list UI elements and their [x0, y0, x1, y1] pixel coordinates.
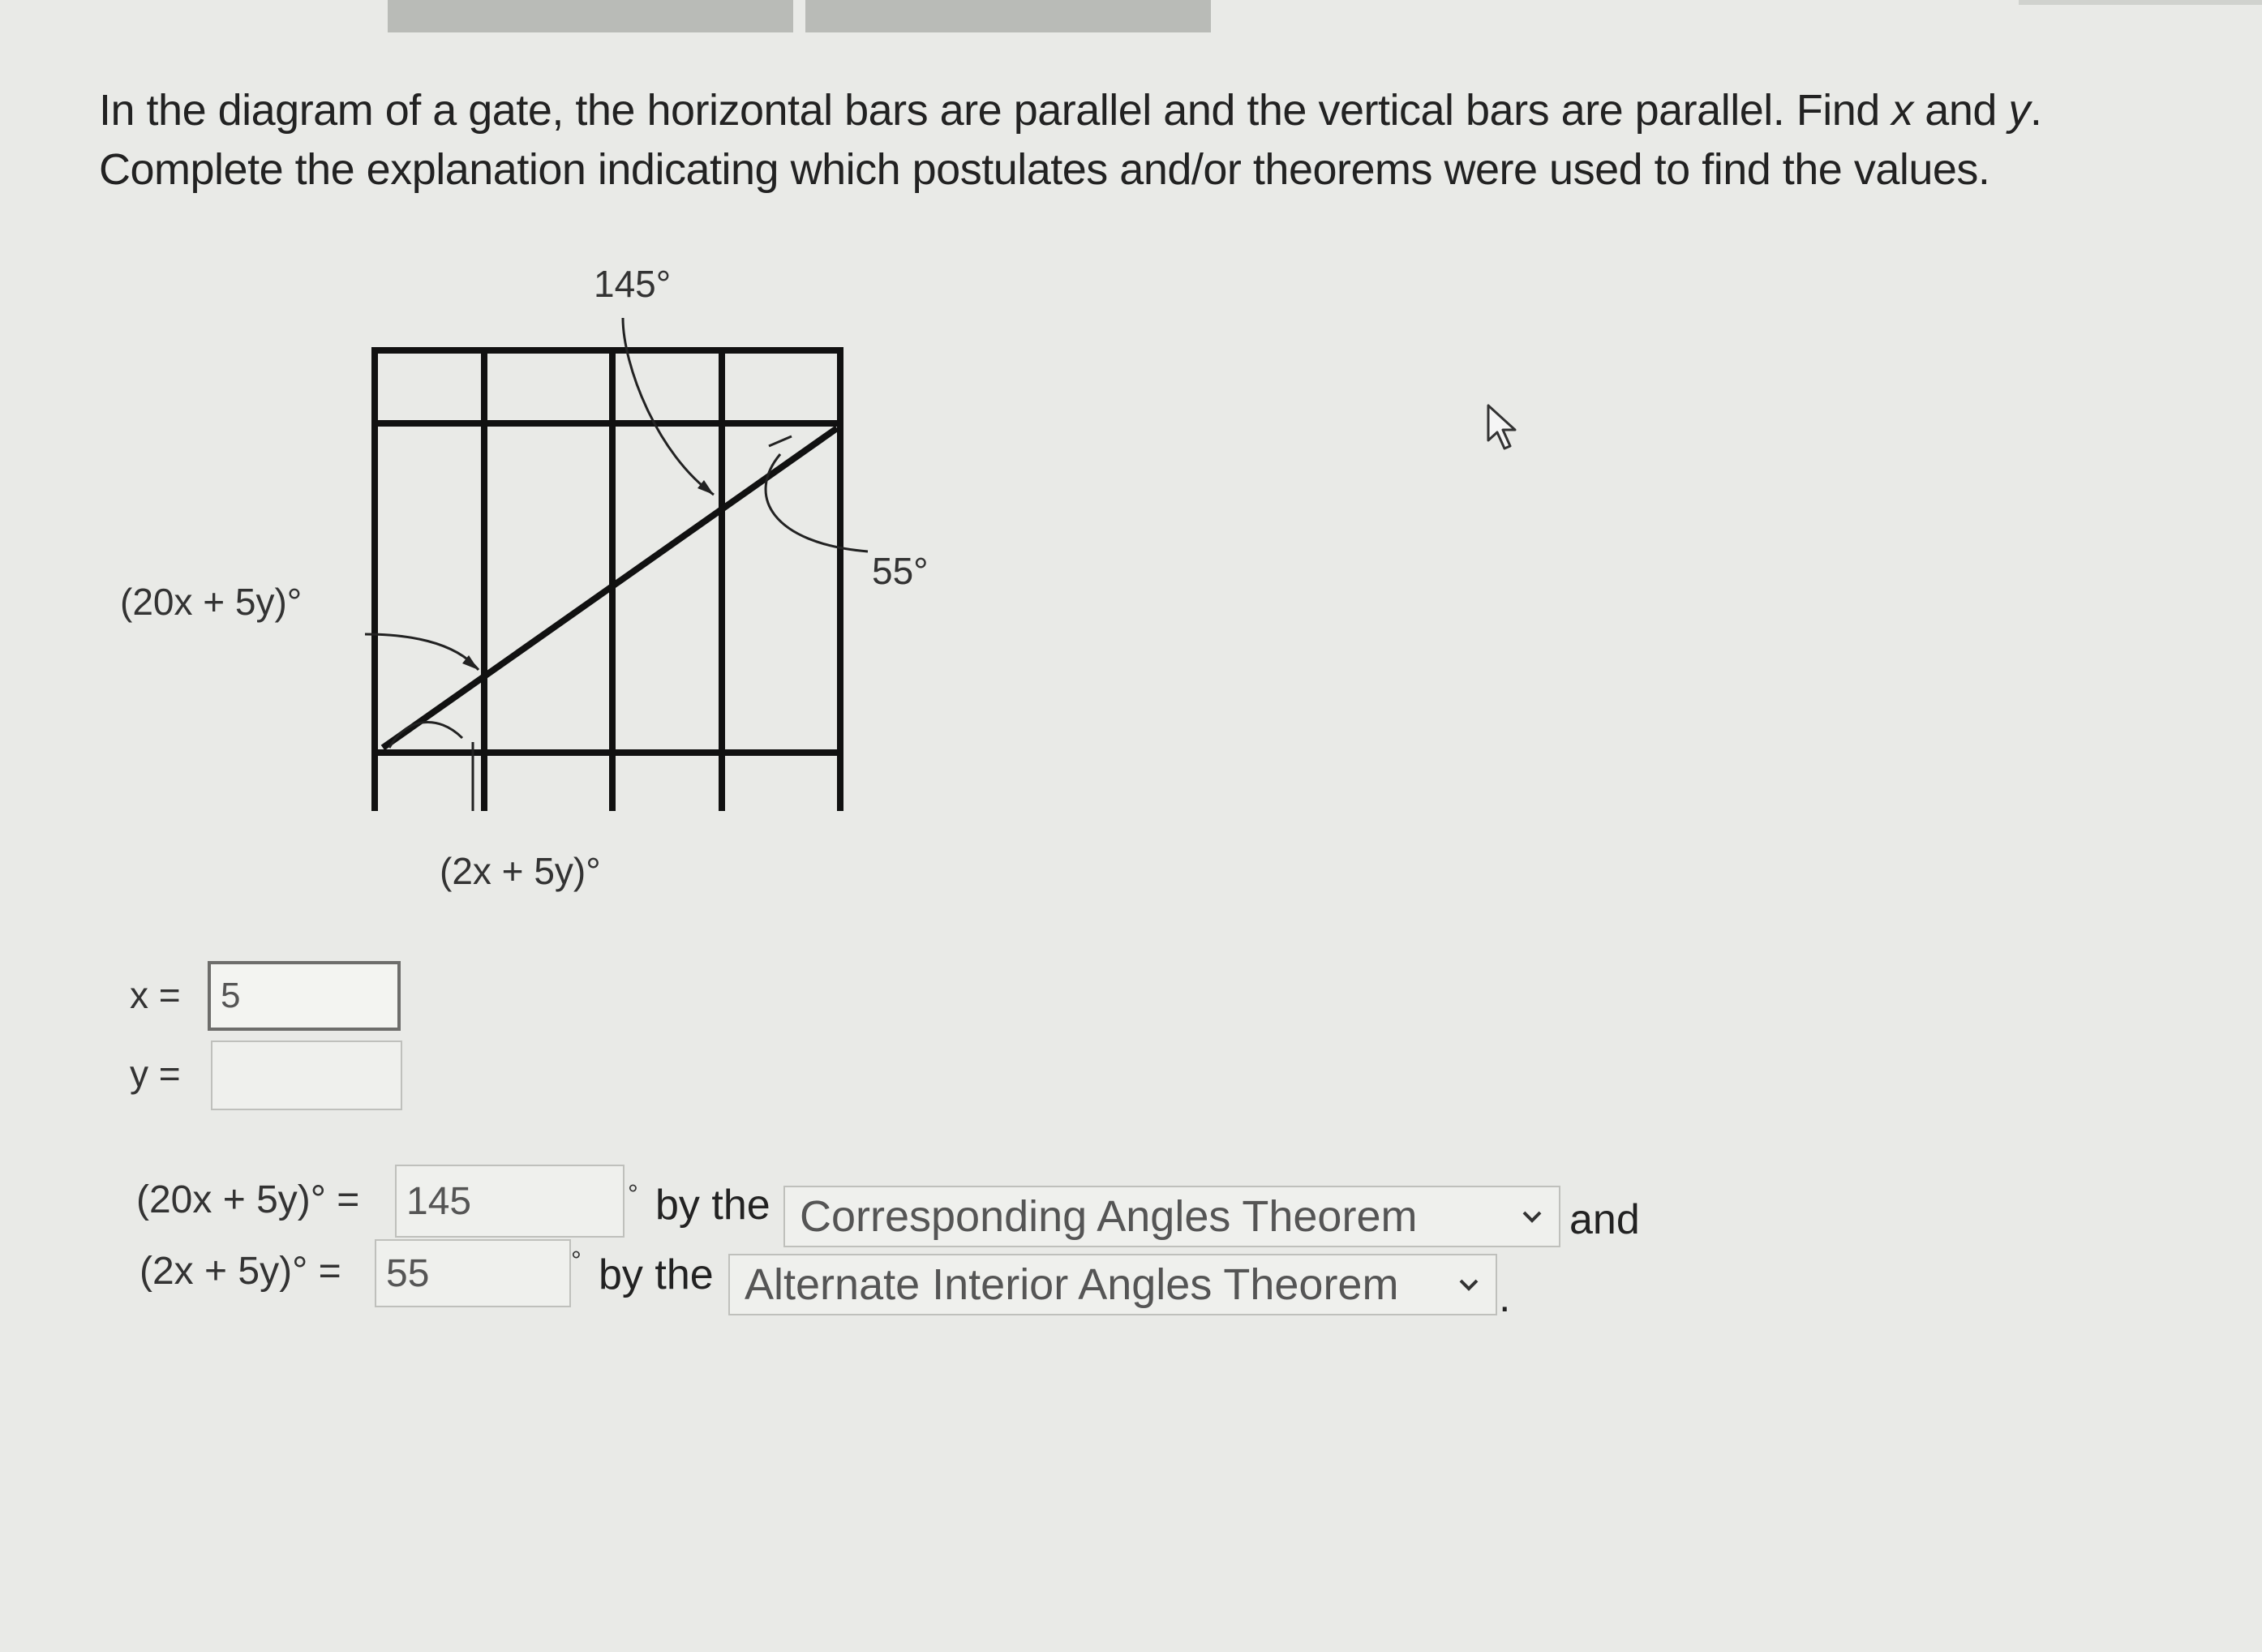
prompt-line-1: In the diagram of a gate, the horizontal bars are parallel and the vertical bars are parallel. Find x and y. [99, 86, 2042, 135]
equation-1-value-input[interactable] [395, 1165, 625, 1238]
x-answer-input[interactable] [208, 961, 401, 1031]
window-corner-tab [2019, 0, 2262, 5]
y-answer-input[interactable] [211, 1041, 402, 1110]
equation-2-left: (2x + 5y)° = [139, 1250, 341, 1293]
label-2x-plus-5y: (2x + 5y)° [440, 850, 601, 892]
equation-1-left: (20x + 5y)° = [136, 1178, 360, 1221]
label-20x-plus-5y: (20x + 5y)° [120, 581, 303, 623]
equation-2-by-the: by the [599, 1251, 714, 1298]
chevron-down-icon [1457, 1272, 1481, 1297]
equation-1-degree: ° [628, 1179, 638, 1208]
period-text: . [1499, 1274, 1511, 1321]
equation-2-value-input[interactable] [375, 1239, 571, 1307]
and-text: and [1569, 1196, 1640, 1243]
equation-2-degree: ° [571, 1246, 582, 1275]
top-toolbar-segment [805, 0, 1211, 32]
theorem-select-2[interactable] [728, 1254, 1497, 1315]
y-label: y = [130, 1053, 181, 1095]
theorem-select-2-value: Alternate Interior Angles Theorem [745, 1260, 1399, 1309]
mouse-pointer-icon [1484, 401, 1525, 462]
chevron-down-icon [1520, 1204, 1544, 1229]
question-prompt [99, 81, 2208, 200]
theorem-select-1-value: Corresponding Angles Theorem [800, 1192, 1418, 1241]
top-toolbar-segment [388, 0, 793, 32]
gate-frame [371, 347, 843, 811]
equation-1-by-the: by the [655, 1182, 770, 1229]
arrow-heads [462, 480, 714, 670]
gate-diagram [97, 251, 957, 929]
label-145-degrees: 145° [594, 263, 672, 305]
angle-markers [365, 318, 868, 811]
x-label: x = [130, 974, 181, 1016]
theorem-select-1[interactable] [783, 1186, 1560, 1247]
prompt-line-2: Complete the explanation indicating which postulates and/or theorems were used to find the values. [99, 145, 1990, 194]
gate-diagram-svg [97, 251, 957, 925]
label-55-degrees: 55° [872, 550, 929, 592]
